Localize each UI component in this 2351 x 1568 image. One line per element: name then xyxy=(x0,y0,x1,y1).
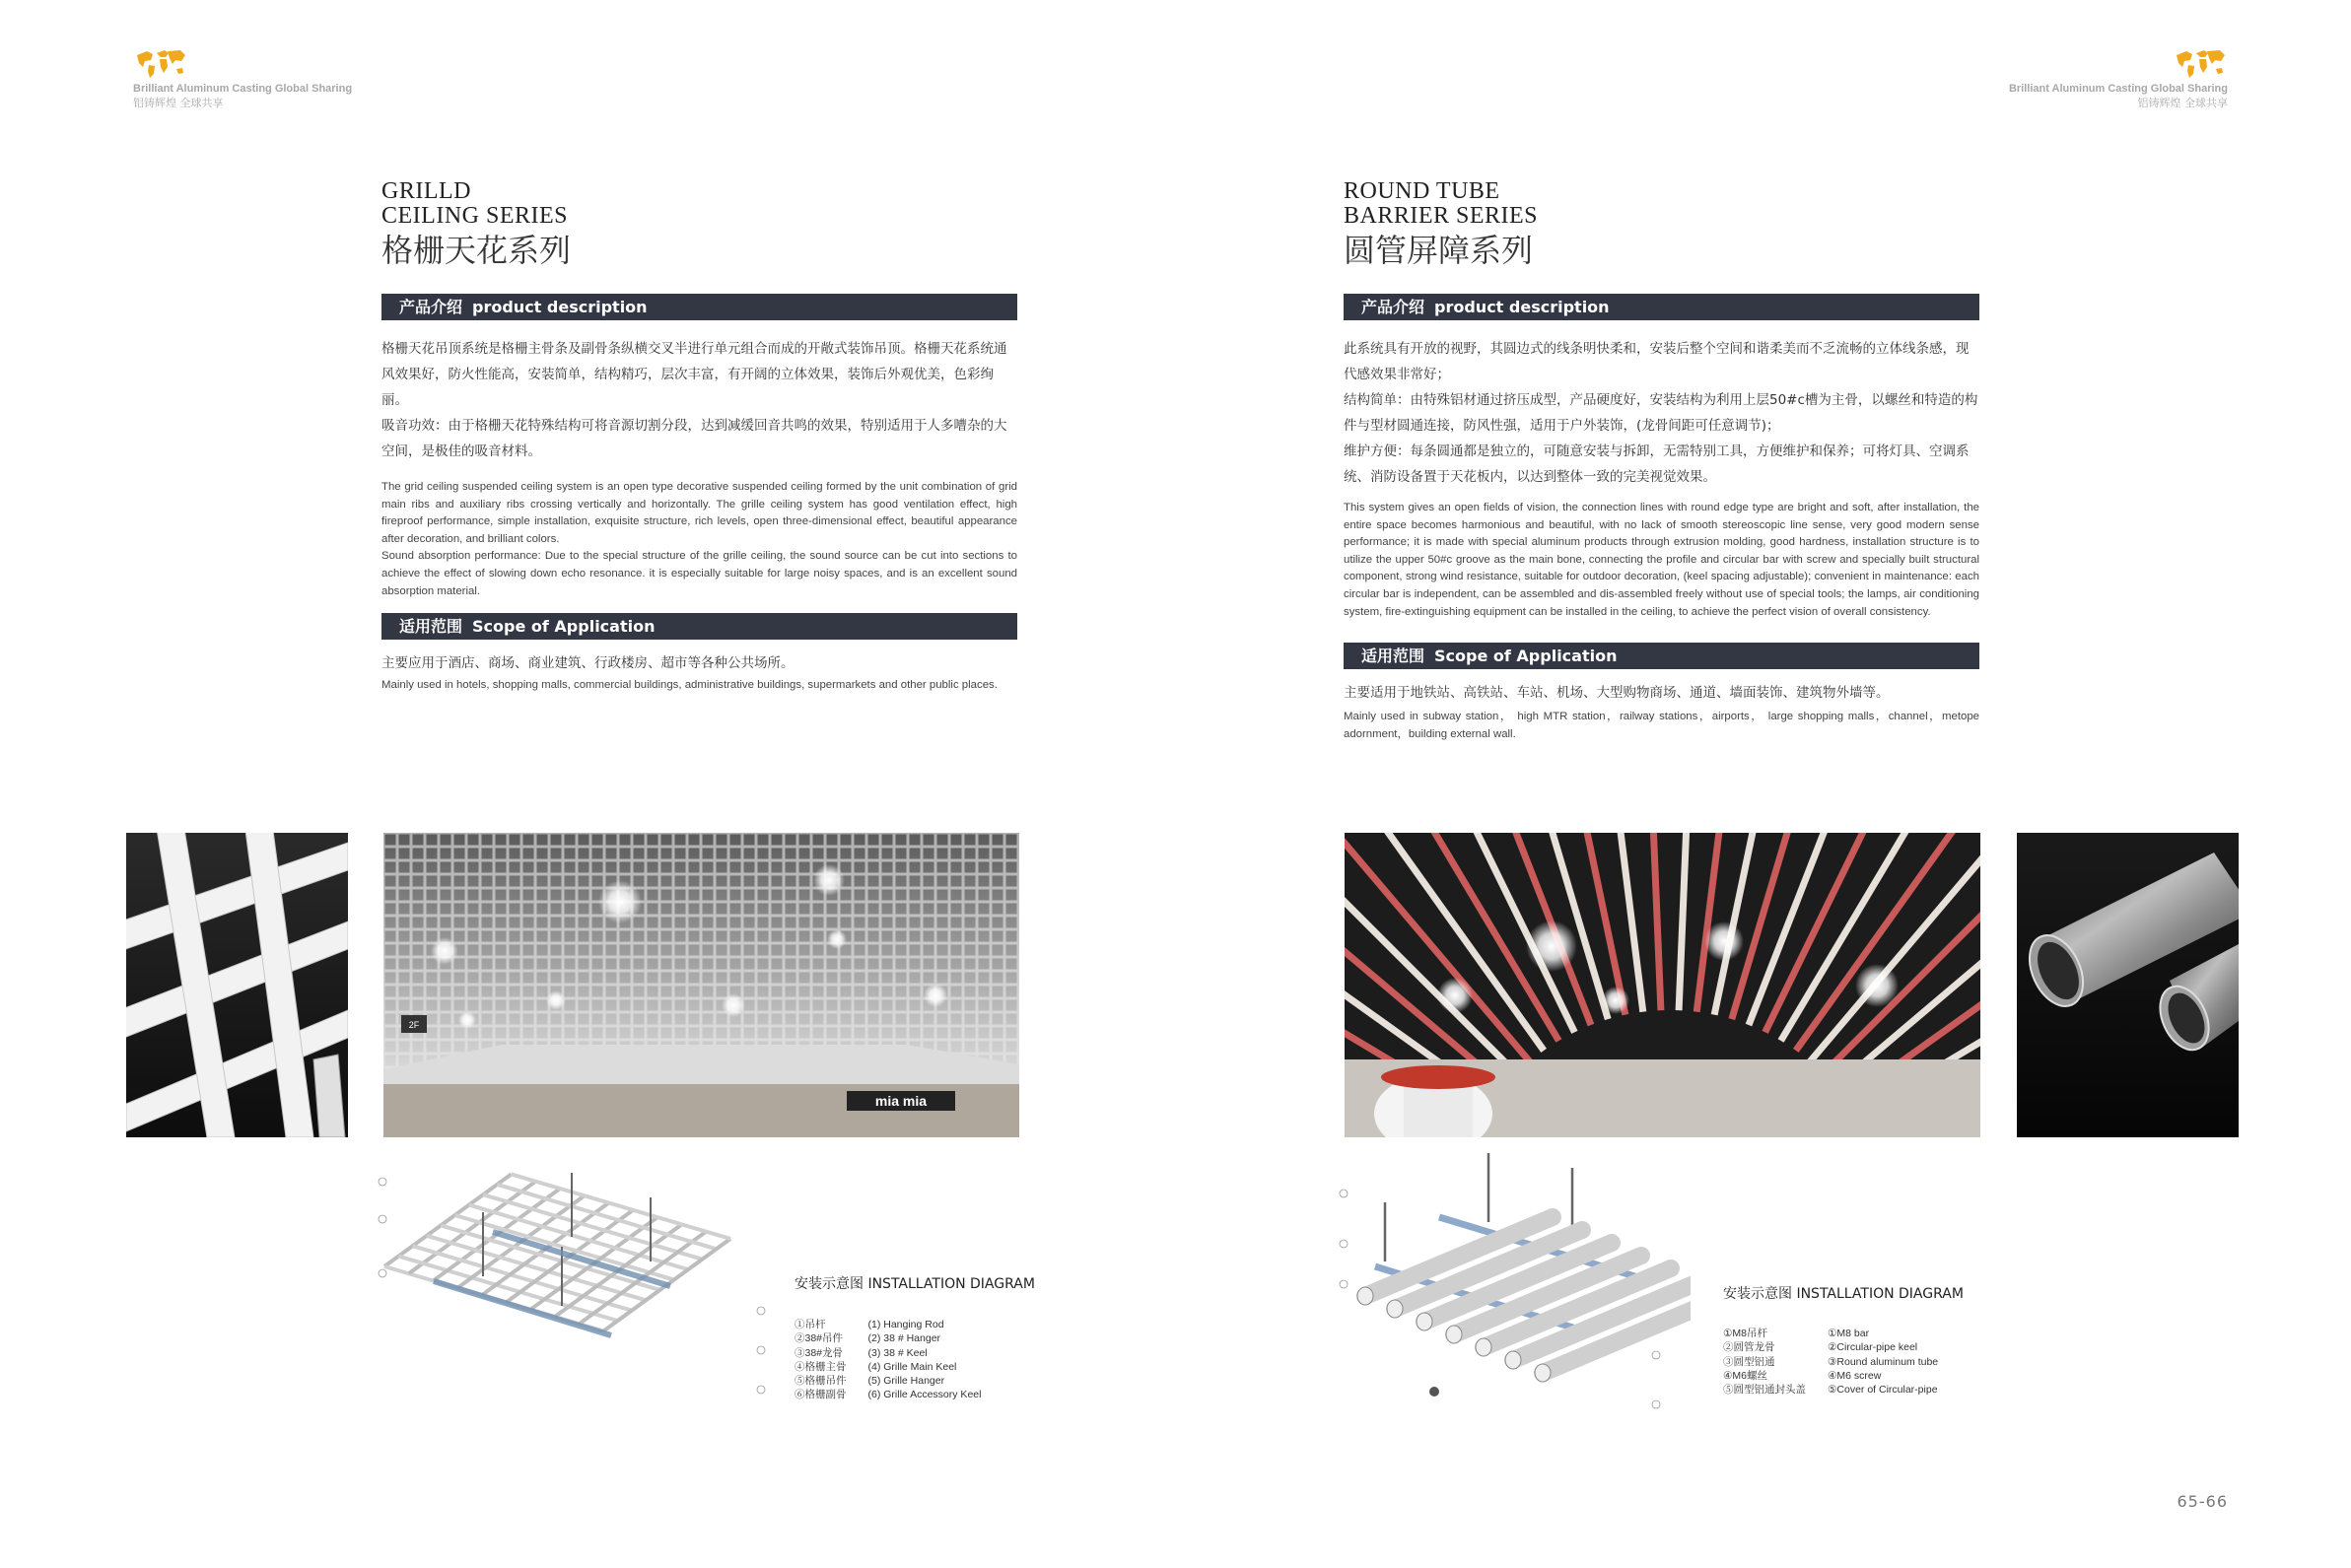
round-tube-diagram-drawing xyxy=(1336,1148,1691,1444)
tube-end xyxy=(1387,1300,1403,1318)
tagline-en: Brilliant Aluminum Casting Global Sharing xyxy=(133,83,353,95)
description-section-bar xyxy=(381,294,1017,320)
tube-end xyxy=(1505,1351,1521,1369)
page-title-cn: 圆管屏障系列 xyxy=(1344,232,1534,269)
legend-item: ③38#龙骨 xyxy=(795,1346,844,1359)
legend-item: ⑤圆型铝通封头盖 xyxy=(1723,1384,1806,1397)
tube-end xyxy=(1357,1287,1373,1305)
legend-item: ②Circular-pipe keel xyxy=(1828,1341,1918,1354)
floor-sign: 2F xyxy=(408,1020,420,1030)
bar-label-en: Scope of Application xyxy=(472,617,656,637)
page-title-en-line2: BARRIER SERIES xyxy=(1344,203,1539,229)
bar-label-en: product description xyxy=(472,298,648,316)
legend-item: (4) Grille Main Keel xyxy=(867,1360,957,1373)
scope-cn: 主要适用于地铁站、高铁站、车站、机场、大型购物商场、通道、墙面装饰、建筑物外墙等。 xyxy=(1344,685,1890,702)
diagram-legend xyxy=(795,1318,981,1402)
brand-logo-left xyxy=(133,47,352,110)
diagram-title: 安装示意图 INSTALLATION DIAGRAM xyxy=(795,1276,1035,1292)
bar-label-en: Scope of Application xyxy=(1434,647,1618,666)
page-title-en-line2: CEILING SERIES xyxy=(381,203,568,229)
tube-end xyxy=(1417,1313,1432,1330)
description-cn xyxy=(381,336,1017,464)
legend-en-list xyxy=(868,1318,982,1402)
scope-cn: 主要应用于酒店、商场、商业建筑、行政楼房、超市等各种公共场所。 xyxy=(381,655,795,672)
description-cn-para: 吸音功效：由于格栅天花特殊结构可将音源切割分段，达到减缓回音共鸣的效果，特别适用于人多嘈杂的大空间，是极佳的吸音材料。 xyxy=(381,418,1007,459)
tagline-cn: 铝铸辉煌 全球共享 xyxy=(133,97,224,109)
legend-item: ②圆管龙骨 xyxy=(1723,1341,1775,1354)
legend-item: ④M6螺丝 xyxy=(1723,1369,1767,1382)
tagline-en: Brilliant Aluminum Casting Global Sharing xyxy=(2008,83,2228,95)
legend-cn-list xyxy=(1723,1327,1806,1397)
grille-rib xyxy=(409,1182,536,1274)
page-number: 65-66 xyxy=(2177,1492,2228,1511)
legend-item: (3) 38 # Keel xyxy=(867,1346,928,1359)
bar-label-en: product description xyxy=(1434,298,1610,316)
scope-en: Mainly used in hotels, shopping malls, commercial buildings, administrative buildings, supermarkets and other public places. xyxy=(381,679,998,692)
legend-item: ⑥格栅副骨 xyxy=(795,1389,847,1401)
grille-product-photo xyxy=(126,833,348,1137)
legend-item: ③Round aluminum tube xyxy=(1828,1355,1939,1368)
brand-logo-right xyxy=(2009,47,2228,110)
description-en: This system gives an open fields of vision, the connection lines with round edge type are bright and soft, after installation, the entire space becomes harmonious and beautiful, with no lack of smooth stereoscopic line sense, very good modern sense performance; it is made with special aluminum products through extrusion molding, good hardness, installation structure is to utilize the upper 50#c groove as the main bone, connecting the profile and circular bar with screw and specially built structural component, strong wind resistance, suitable for outdoor decoration, (keel spacing adjustable); convenient in maintenance: each circular bar is independent, can be assembled and dis-assembled freely without use of special tools; the lamps, air conditioning system, fire-extinguishing equipment can be installed in the ceiling, to achieve the perfect vision of overall consistency. xyxy=(1344,502,1979,618)
tube-end xyxy=(1476,1338,1491,1356)
legend-item: ④格栅主骨 xyxy=(795,1360,847,1373)
legend-item: ①M8 bar xyxy=(1828,1328,1870,1339)
legend-item: ⑤Cover of Circular-pipe xyxy=(1828,1384,1938,1397)
grille-installation-diagram xyxy=(375,1168,769,1404)
legend-item: ⑤格栅吊件 xyxy=(795,1375,847,1388)
legend-item: (6) Grille Accessory Keel xyxy=(867,1389,982,1401)
legend-en-list xyxy=(1828,1327,1938,1397)
description-en-para: Sound absorption performance: Due to the special structure of the grille ceiling, the sound source can be cut into sections to achieve the effect of slowing down echo resonance. it is especially suitable for large noisy spaces, and is an excellent sound absorption material. xyxy=(381,550,1017,597)
store-sign: mia mia xyxy=(874,1093,928,1109)
grille-ceiling-installation-photo xyxy=(383,833,1019,1137)
diagram-title: 安装示意图 INSTALLATION DIAGRAM xyxy=(1723,1286,1964,1302)
left-column xyxy=(381,179,1017,695)
right-column xyxy=(1344,179,1979,743)
page-title-cn: 格栅天花系列 xyxy=(381,232,572,269)
description-cn-para: 此系统具有开放的视野，其圆边式的线条明快柔和，安装后整个空间和谐柔美而不乏流畅的立体线条感，现代感效果非常好； xyxy=(1344,341,1970,382)
legend-item: ③圆型铝通 xyxy=(1723,1355,1775,1368)
round-tube-installation-diagram xyxy=(1336,1148,1691,1444)
bar-label-cn: 产品介绍 xyxy=(399,298,463,316)
page-title-en-line1: GRILLD xyxy=(381,178,471,204)
page-title-en-line1: ROUND TUBE xyxy=(1344,178,1500,204)
tagline-cn: 铝铸辉煌 全球共享 xyxy=(2137,97,2228,109)
diagram-legend xyxy=(1723,1327,1938,1397)
round-tube-product-photo xyxy=(2017,833,2239,1137)
grille-diagram-drawing xyxy=(375,1168,769,1404)
legend-item: ②38#吊件 xyxy=(795,1332,844,1345)
round-tube-ceiling-installation-photo xyxy=(1345,833,1980,1137)
scope-section-bar xyxy=(1344,643,1979,669)
description-cn-para: 格栅天花吊顶系统是格栅主骨条及副骨条纵横交叉半进行单元组合而成的开敞式装饰吊顶。格栅天花系统通风效果好，防火性能高，安装简单，结构精巧，层次丰富，有开阔的立体效果，装饰后外观优美，色彩绚丽。 xyxy=(381,341,1007,408)
legend-item: (2) 38 # Hanger xyxy=(867,1332,941,1345)
bar-label-cn: 适用范围 xyxy=(1361,647,1425,666)
legend-item: ①M8吊杆 xyxy=(1723,1328,1767,1339)
scope-en: Mainly used in subway station， high MTR station，railway stations，airports， large shopping malls，channel，metope adornment，building external wall. xyxy=(1344,711,1979,740)
grille-rib xyxy=(384,1174,512,1266)
world-map-logo-icon xyxy=(2173,47,2228,81)
description-cn-para: 维护方便：每条圆通都是独立的，可随意安装与拆卸，无需特别工具，方便维护和保养；可将灯具、空调系统、消防设备置于天花板内，以达到整体一致的完美视觉效果。 xyxy=(1344,443,1970,485)
legend-item: (5) Grille Hanger xyxy=(867,1375,945,1388)
legend-item: ④M6 screw xyxy=(1828,1369,1882,1382)
description-en-para: The grid ceiling suspended ceiling system is an open type decorative suspended ceiling formed by the unit combination of grid main ribs and auxiliary ribs crossing vertically and horizontally. The grille ceiling system has good ventilation effect, high fireproof performance, simple installation, exquisite structure, rich levels, open three-dimensional effect, beautiful appearance after decoration, and brilliant colors. xyxy=(381,481,1017,545)
description-cn xyxy=(1344,336,1979,490)
description-cn-para: 结构简单：由特殊铝材通过挤压成型，产品硬度好，安装结构为利用上层50#c槽为主骨，以螺丝和特造的构件与型材圆通连接，防风性强，适用于户外装饰，(龙骨间距可任意调节)； xyxy=(1344,392,1978,434)
tube-end xyxy=(1535,1364,1551,1382)
legend-cn-list xyxy=(795,1318,847,1402)
world-map-logo-icon xyxy=(133,47,188,81)
bar-label-cn: 适用范围 xyxy=(399,617,463,637)
scope-section-bar xyxy=(381,613,1017,640)
description-section-bar xyxy=(1344,294,1979,320)
legend-item: (1) Hanging Rod xyxy=(867,1319,944,1330)
tube-end xyxy=(1446,1326,1462,1343)
legend-item: ①吊杆 xyxy=(795,1319,826,1330)
bar-label-cn: 产品介绍 xyxy=(1361,298,1425,316)
description-en xyxy=(381,479,1017,600)
